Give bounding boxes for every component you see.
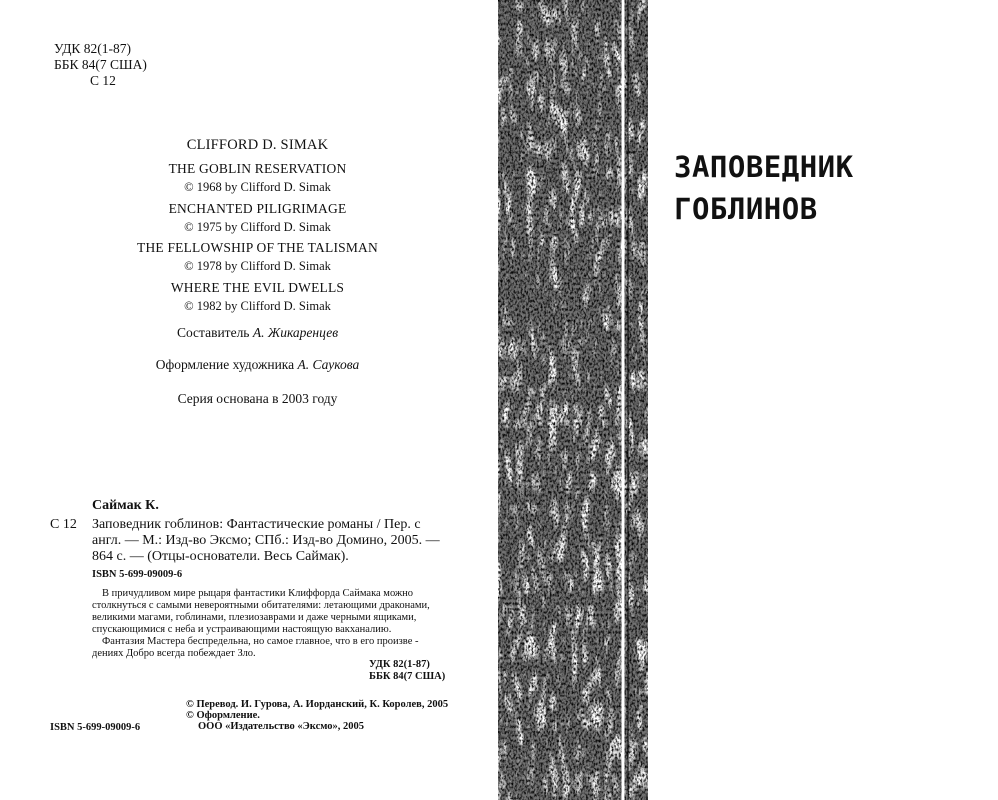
work-copyright-1: © 1968 by Clifford D. Simak — [184, 180, 331, 194]
designer-name: А. Саукова — [297, 357, 360, 372]
catalog-code: С 12 — [50, 517, 77, 532]
designer-label: Оформление художника — [155, 357, 295, 372]
book-title-line-2: ГОБЛИНОВ — [674, 192, 818, 226]
annotation-line-5: Фантазия Мастера беспредельна, но самое главное, что в его произве - — [102, 636, 419, 647]
compiler-label: Составитель — [176, 325, 250, 340]
original-author: CLIFFORD D. SIMAK — [186, 137, 329, 153]
annotation-line-1: В причудливом мире рыцаря фантастики Клиффорда Саймака можно — [102, 588, 414, 599]
annotation-line-3: великими магами, гоблинами, плезиозаврами и даже черными ящиками, — [92, 612, 417, 623]
decorative-texture-strip — [492, 0, 652, 800]
copyright-design: © Оформление. — [186, 710, 260, 721]
catalog-line-2: англ. — М.: Изд-во Эксмо; СПб.: Изд-во Домино, 2005. — — [92, 533, 440, 548]
work-title-3: THE FELLOWSHIP OF THE TALISMAN — [137, 240, 378, 255]
catalog-udk: УДК 82(1-87) — [369, 659, 430, 670]
compiler-name: А. Жикаренцев — [252, 325, 339, 340]
catalog-line-1: Заповедник гоблинов: Фантастические романы / Пер. с — [92, 517, 421, 532]
work-title-4: WHERE THE EVIL DWELLS — [170, 280, 345, 295]
work-copyright-3: © 1978 by Clifford D. Simak — [184, 259, 331, 273]
work-copyright-2: © 1975 by Clifford D. Simak — [184, 220, 331, 234]
annotation-line-6: дениях Добро всегда побеждает Зло. — [92, 648, 256, 659]
footer-isbn: ISBN 5-699-09009-6 — [50, 722, 141, 733]
bbk-code: ББК 84(7 США) — [54, 57, 147, 72]
credits-block — [60, 0, 455, 420]
work-copyright-4: © 1982 by Clifford D. Simak — [184, 299, 331, 313]
catalog-line-3: 864 с. — (Отцы-основатели. Весь Саймак). — [92, 549, 349, 564]
annotation-line-2: столкнуться с самыми невероятными обитателями: летающими драконами, — [92, 600, 430, 611]
author-code: С 12 — [90, 73, 116, 88]
catalog-bbk: ББК 84(7 США) — [369, 671, 446, 682]
series-note: Серия основана в 2003 году — [177, 391, 338, 406]
catalog-isbn: ISBN 5-699-09009-6 — [92, 569, 183, 580]
book-title-line-1: ЗАПОВЕДНИК — [674, 150, 854, 184]
annotation-line-4: спускающимися с неба и устраивающими настоящую вакханалию. — [92, 624, 392, 635]
udk-code: УДК 82(1-87) — [54, 41, 132, 56]
compiler-line — [60, 325, 455, 341]
catalog-author: Саймак К. — [92, 498, 159, 513]
copyright-publisher: ООО «Издательство «Эксмо», 2005 — [198, 721, 365, 732]
designer-line — [60, 357, 455, 373]
work-title-1: THE GOBLIN RESERVATION — [168, 161, 347, 176]
copyright-translation: © Перевод. И. Гурова, А. Иорданский, К. Королев, 2005 — [186, 699, 449, 710]
work-title-2: ENCHANTED PILIGRIMAGE — [168, 201, 347, 216]
